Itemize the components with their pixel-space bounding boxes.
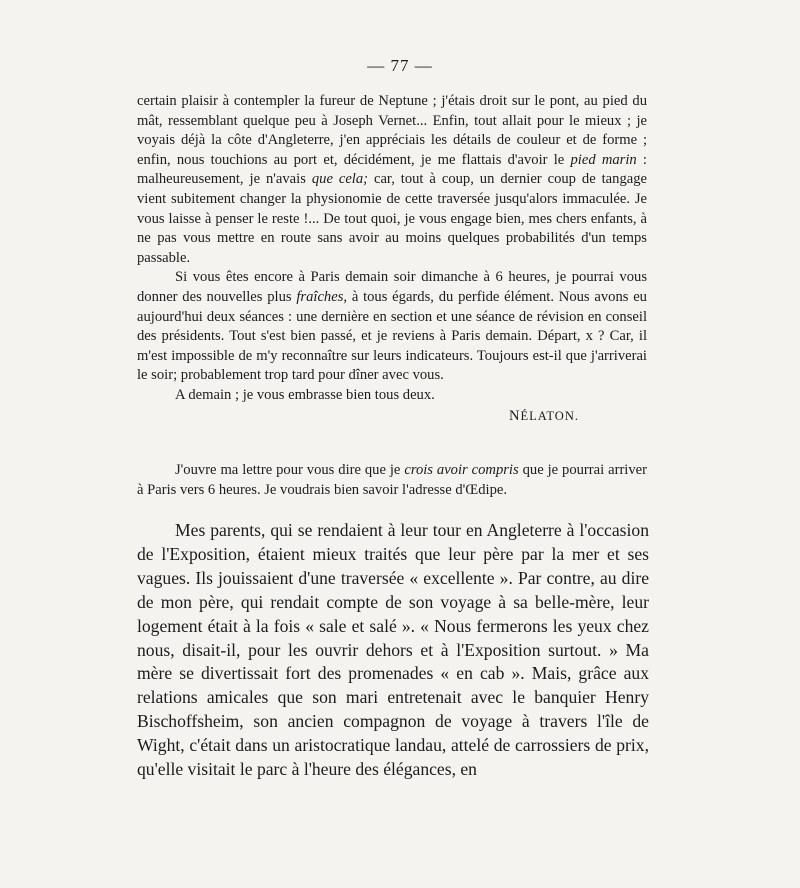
letter-paragraph-3: A demain ; je vous embrasse bien tous deux. bbox=[175, 386, 435, 403]
letter-paragraph-2: Si vous êtes encore à Paris demain soir dimanche à 6 heures, je pourrai vous donner des nouvelles plus fraîches, à tous égards, du perfide élément. Nous avons eu aujourd'hui deux séances : une dernière en section et une séance de révision en conseil des présidents. Tout s'est bien passé, et je reviens à Paris demain. Départ, x ? Car, il m'est impossible de m'y reconnaître sur leurs indicateurs. Toujours est-il que j'arriverai le soir; probablement trop tard pour dîner avec vous. bbox=[137, 269, 647, 384]
postscript bbox=[137, 461, 647, 500]
letter-paragraph-1: certain plaisir à contempler la fureur de Neptune ; j'étais droit sur le pont, au pied du mât, ressemblant quelque peu à Joseph Vernet... Enfin, tout allait pour le mieux ; je voyais déjà la côte d'Angleterre, j'en appréciais les détails de couleur et de forme ; enfin, nous touchions au port et, décidément, je me flattais d'avoir le pied marin : malheureusement, je n'avais que cela; car, tout à coup, un dernier coup de tangage vient subitement changer la physionomie de cette traversée jusqu'alors immaculée. Je vous laisse à penser le reste !... De tout quoi, je vous engage bien, mes chers enfants, à ne pas vous mettre en route sans avoir au moins quelques probabilités d'un temps passable. bbox=[137, 93, 647, 266]
postscript-paragraph: J'ouvre ma lettre pour vous dire que je crois avoir compris que je pourrai arriver à Paris vers 6 heures. Je voudrais bien savoir l'adresse d'Œdipe. bbox=[137, 462, 647, 498]
narrative-paragraph: Mes parents, qui se rendaient à leur tour en Angleterre à l'occasion de l'Exposition, étaient mieux traités que leur père par la mer et ses vagues. Ils jouissaient d'une traversée « excellente ». Par contre, au dire de mon père, qui rendait compte de son voyage à sa belle-mère, leur logement était à la fois « sale et salé ». « Nous fermerons les yeux chez nous, disait-il, pour les ouvrir dehors et à l'Exposition surtout. » Ma mère se divertissait fort des promenades « en cab ». Mais, grâce aux relations amicales que son mari entretenait avec le banquier Henry Bischoffsheim, son ancien compagnon de voyage à travers l'île de Wight, c'était dans un aristocratique landau, attelé de carrossiers de prix, qu'elle visitait le parc à l'heure des élégances, en bbox=[137, 520, 649, 780]
signature: NÉLATON. bbox=[508, 407, 579, 424]
narrative-body bbox=[137, 519, 649, 782]
letter-body bbox=[137, 92, 647, 426]
page-number: — 77 — bbox=[367, 56, 433, 75]
